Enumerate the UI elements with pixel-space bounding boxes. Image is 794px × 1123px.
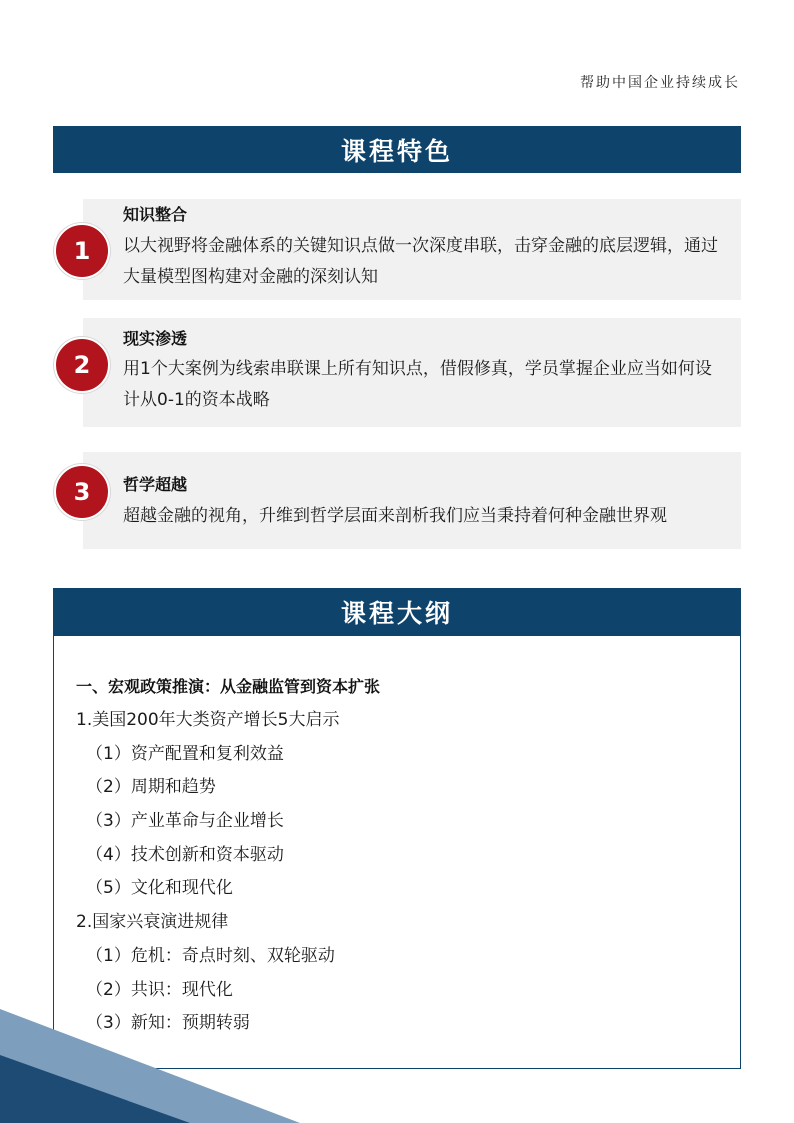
page-tagline: 帮助中国企业持续成长 (580, 75, 740, 91)
feature-number-badge: 3 (54, 464, 110, 520)
feature-title: 哲学超越 (123, 475, 188, 494)
outline-item: 1.美国200年大类资产增长5大启示 (76, 710, 340, 730)
outline-title: 课程大纲 (340, 599, 453, 628)
outline-box (53, 636, 741, 1069)
outline-item: 2.国家兴衰演进规律 (76, 912, 229, 933)
feature-card-3 (83, 452, 741, 549)
outline-banner (53, 588, 741, 636)
features-banner (53, 126, 741, 173)
corner-decoration (0, 1009, 300, 1123)
outline-subitem: （4）技术创新和资本驱动 (86, 844, 284, 865)
outline-list (76, 704, 339, 1041)
outline-heading: 一、宏观政策推演：从金融监管到资本扩张 (76, 677, 381, 696)
feature-description: 以大视野将金融体系的关键知识点做一次深度串联，击穿金融的底层逻辑，通过大量模型图构建对金融的深刻认知 (123, 236, 718, 287)
outline-subitem: （1）危机：奇点时刻、双轮驱动 (86, 945, 335, 966)
feature-card-2 (83, 318, 741, 427)
outline-subitem: （5）文化和现代化 (86, 878, 233, 899)
outline-subitem: （3）新知：预期转弱 (86, 1013, 250, 1034)
feature-title: 知识整合 (123, 205, 188, 224)
feature-card-1 (83, 199, 741, 300)
features-title: 课程特色 (340, 136, 453, 166)
outline-subitem: （1）资产配置和复利效益 (86, 743, 284, 764)
feature-number-badge: 1 (54, 223, 110, 279)
outline-subitem: （2）共识：现代化 (86, 979, 233, 1000)
feature-number-badge: 2 (54, 337, 110, 393)
outline-subitem: （2）周期和趋势 (86, 777, 216, 798)
outline-subitem: （3）产业革命与企业增长 (86, 811, 284, 832)
feature-description: 超越金融的视角，升维到哲学层面来剖析我们应当秉持着何种金融世界观 (123, 506, 667, 526)
feature-description: 用1个大案例为线索串联课上所有知识点，借假修真，学员掌握企业应当如何设计从0-1的资本战略 (123, 359, 712, 410)
feature-title: 现实渗透 (123, 329, 188, 348)
